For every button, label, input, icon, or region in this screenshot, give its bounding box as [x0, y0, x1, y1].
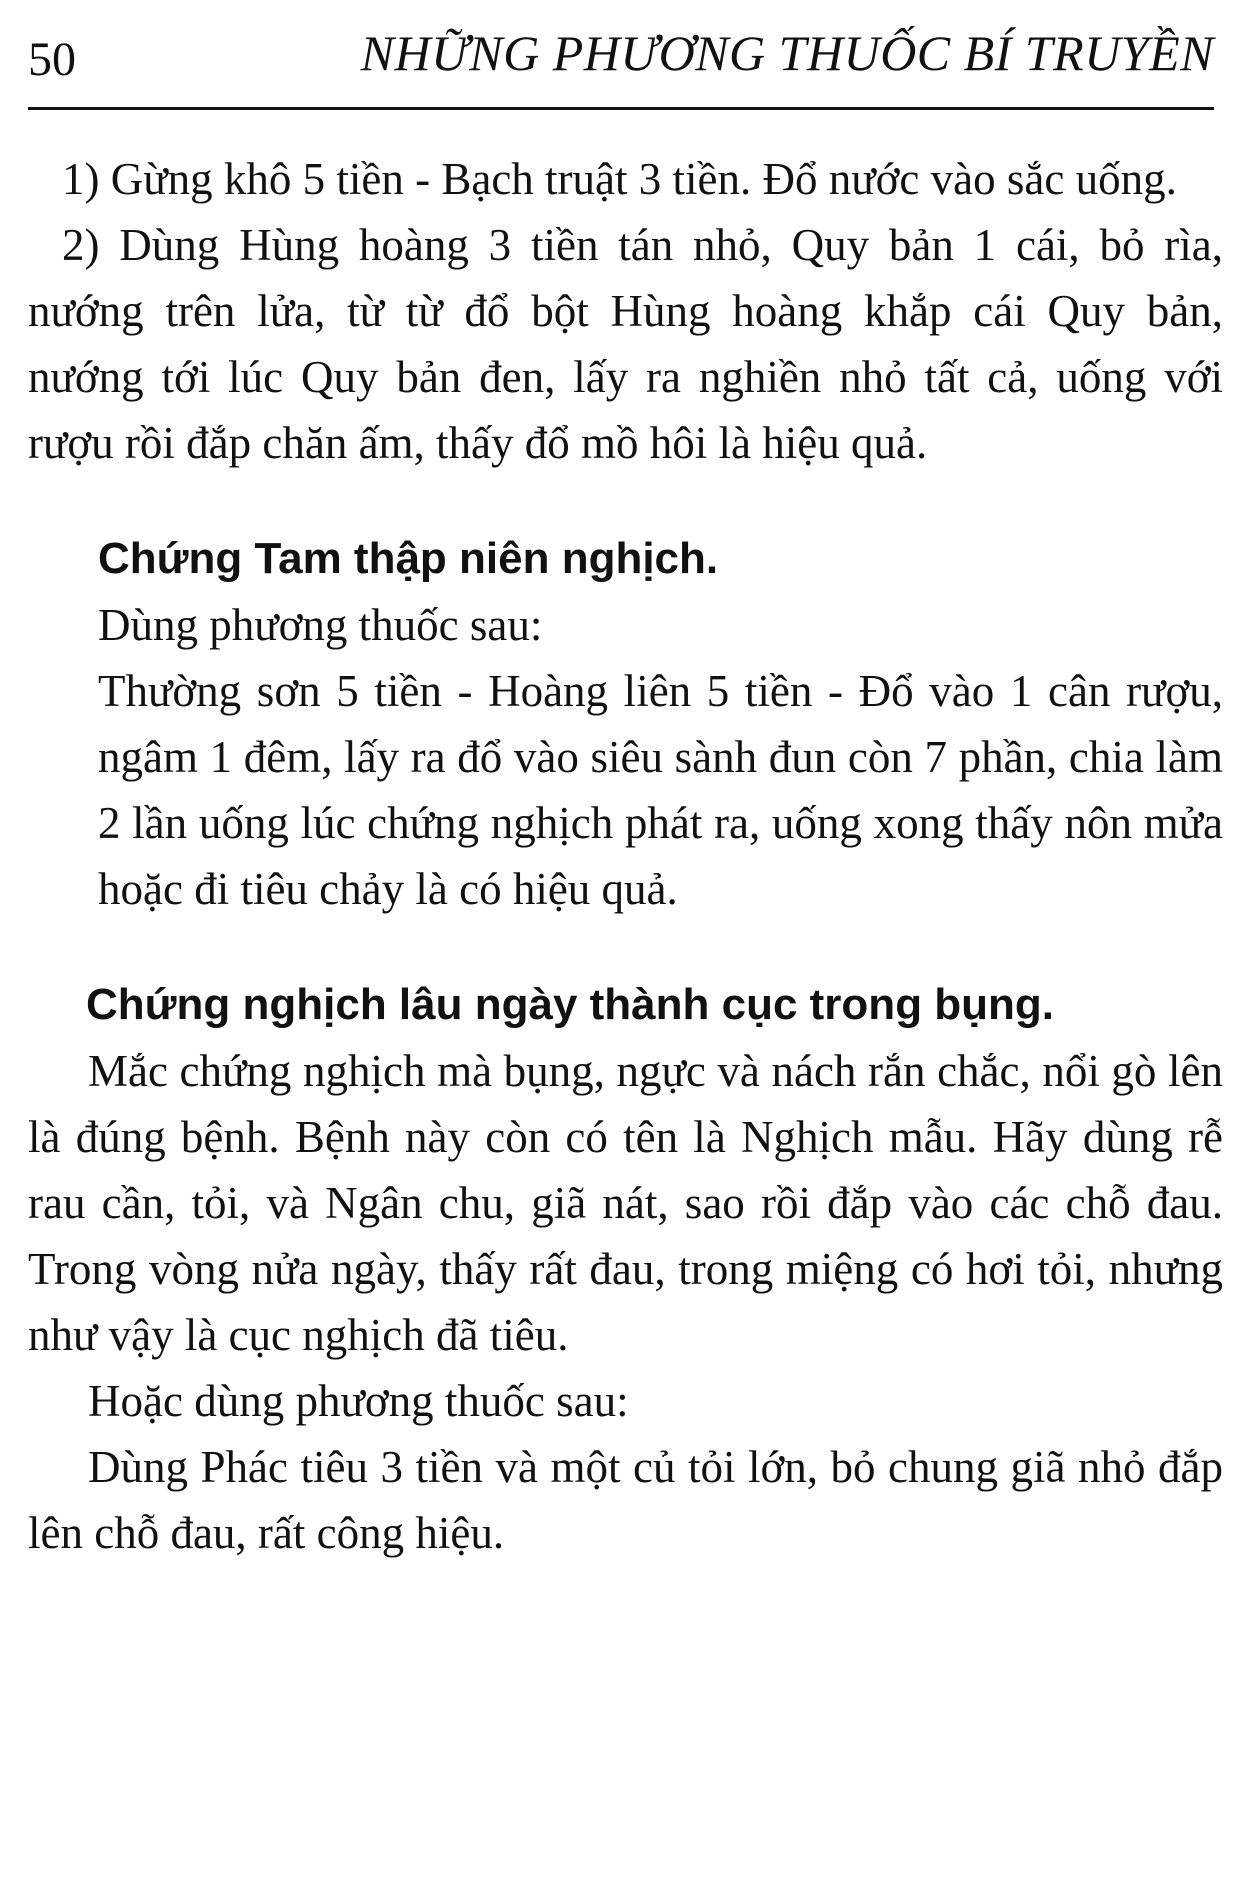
section-heading-nghich-lau-ngay: Chứng nghịch lâu ngày thành cục trong bụng.	[86, 980, 1055, 1029]
section2-paragraph-3: Dùng Phác tiêu 3 tiền và một củ tỏi lớn, bỏ chung giã nhỏ đắp lên chỗ đau, rất công hiệu.	[28, 1442, 1223, 1558]
section2-paragraph-2: Hoặc dùng phương thuốc sau:	[88, 1376, 629, 1426]
intro-paragraph-2: 2) Dùng Hùng hoàng 3 tiền tán nhỏ, Quy bản 1 cái, bỏ rìa, nướng trên lửa, từ từ đổ bột Hùng hoàng khắp cái Quy bản, nướng tới lúc Quy bản đen, lấy ra nghiền nhỏ tất cả, uống với rượu rồi đắp chăn ấm, thấy đổ mồ hôi là hiệu quả.	[28, 220, 1223, 468]
section2-paragraph-1: Mắc chứng nghịch mà bụng, ngực và nách rắn chắc, nổi gò lên là đúng bệnh. Bệnh này còn có tên là Nghịch mẫu. Hãy dùng rễ rau cần, tỏi, và Ngân chu, giã nát, sao rồi đắp vào các chỗ đau. Trong vòng nửa ngày, thấy rất đau, trong miệng có hơi tỏi, nhưng như vậy là cục nghịch đã tiêu.	[28, 1046, 1223, 1360]
section1-intro-line: Dùng phương thuốc sau:	[98, 600, 543, 650]
section-heading-tam-thap-nien-nghich: Chứng Tam thập niên nghịch.	[98, 534, 719, 583]
section1-recipe-paragraph: Thường sơn 5 tiền - Hoàng liên 5 tiền - Đổ vào 1 cân rượu, ngâm 1 đêm, lấy ra đổ vào siêu sành đun còn 7 phần, chia làm 2 lần uống lúc chứng nghịch phát ra, uống xong thấy nôn mửa hoặc đi tiêu chảy là có hiệu quả.	[98, 666, 1223, 914]
page-number: 50	[28, 33, 76, 86]
running-title: NHỮNG PHƯƠNG THUỐC BÍ TRUYỀN	[360, 25, 1214, 81]
intro-paragraph-1: 1) Gừng khô 5 tiền - Bạch truật 3 tiền. Đổ nước vào sắc uống.	[62, 154, 1177, 204]
header-divider	[28, 107, 1214, 110]
page-content	[28, 146, 1223, 1566]
page-header	[28, 18, 1224, 113]
